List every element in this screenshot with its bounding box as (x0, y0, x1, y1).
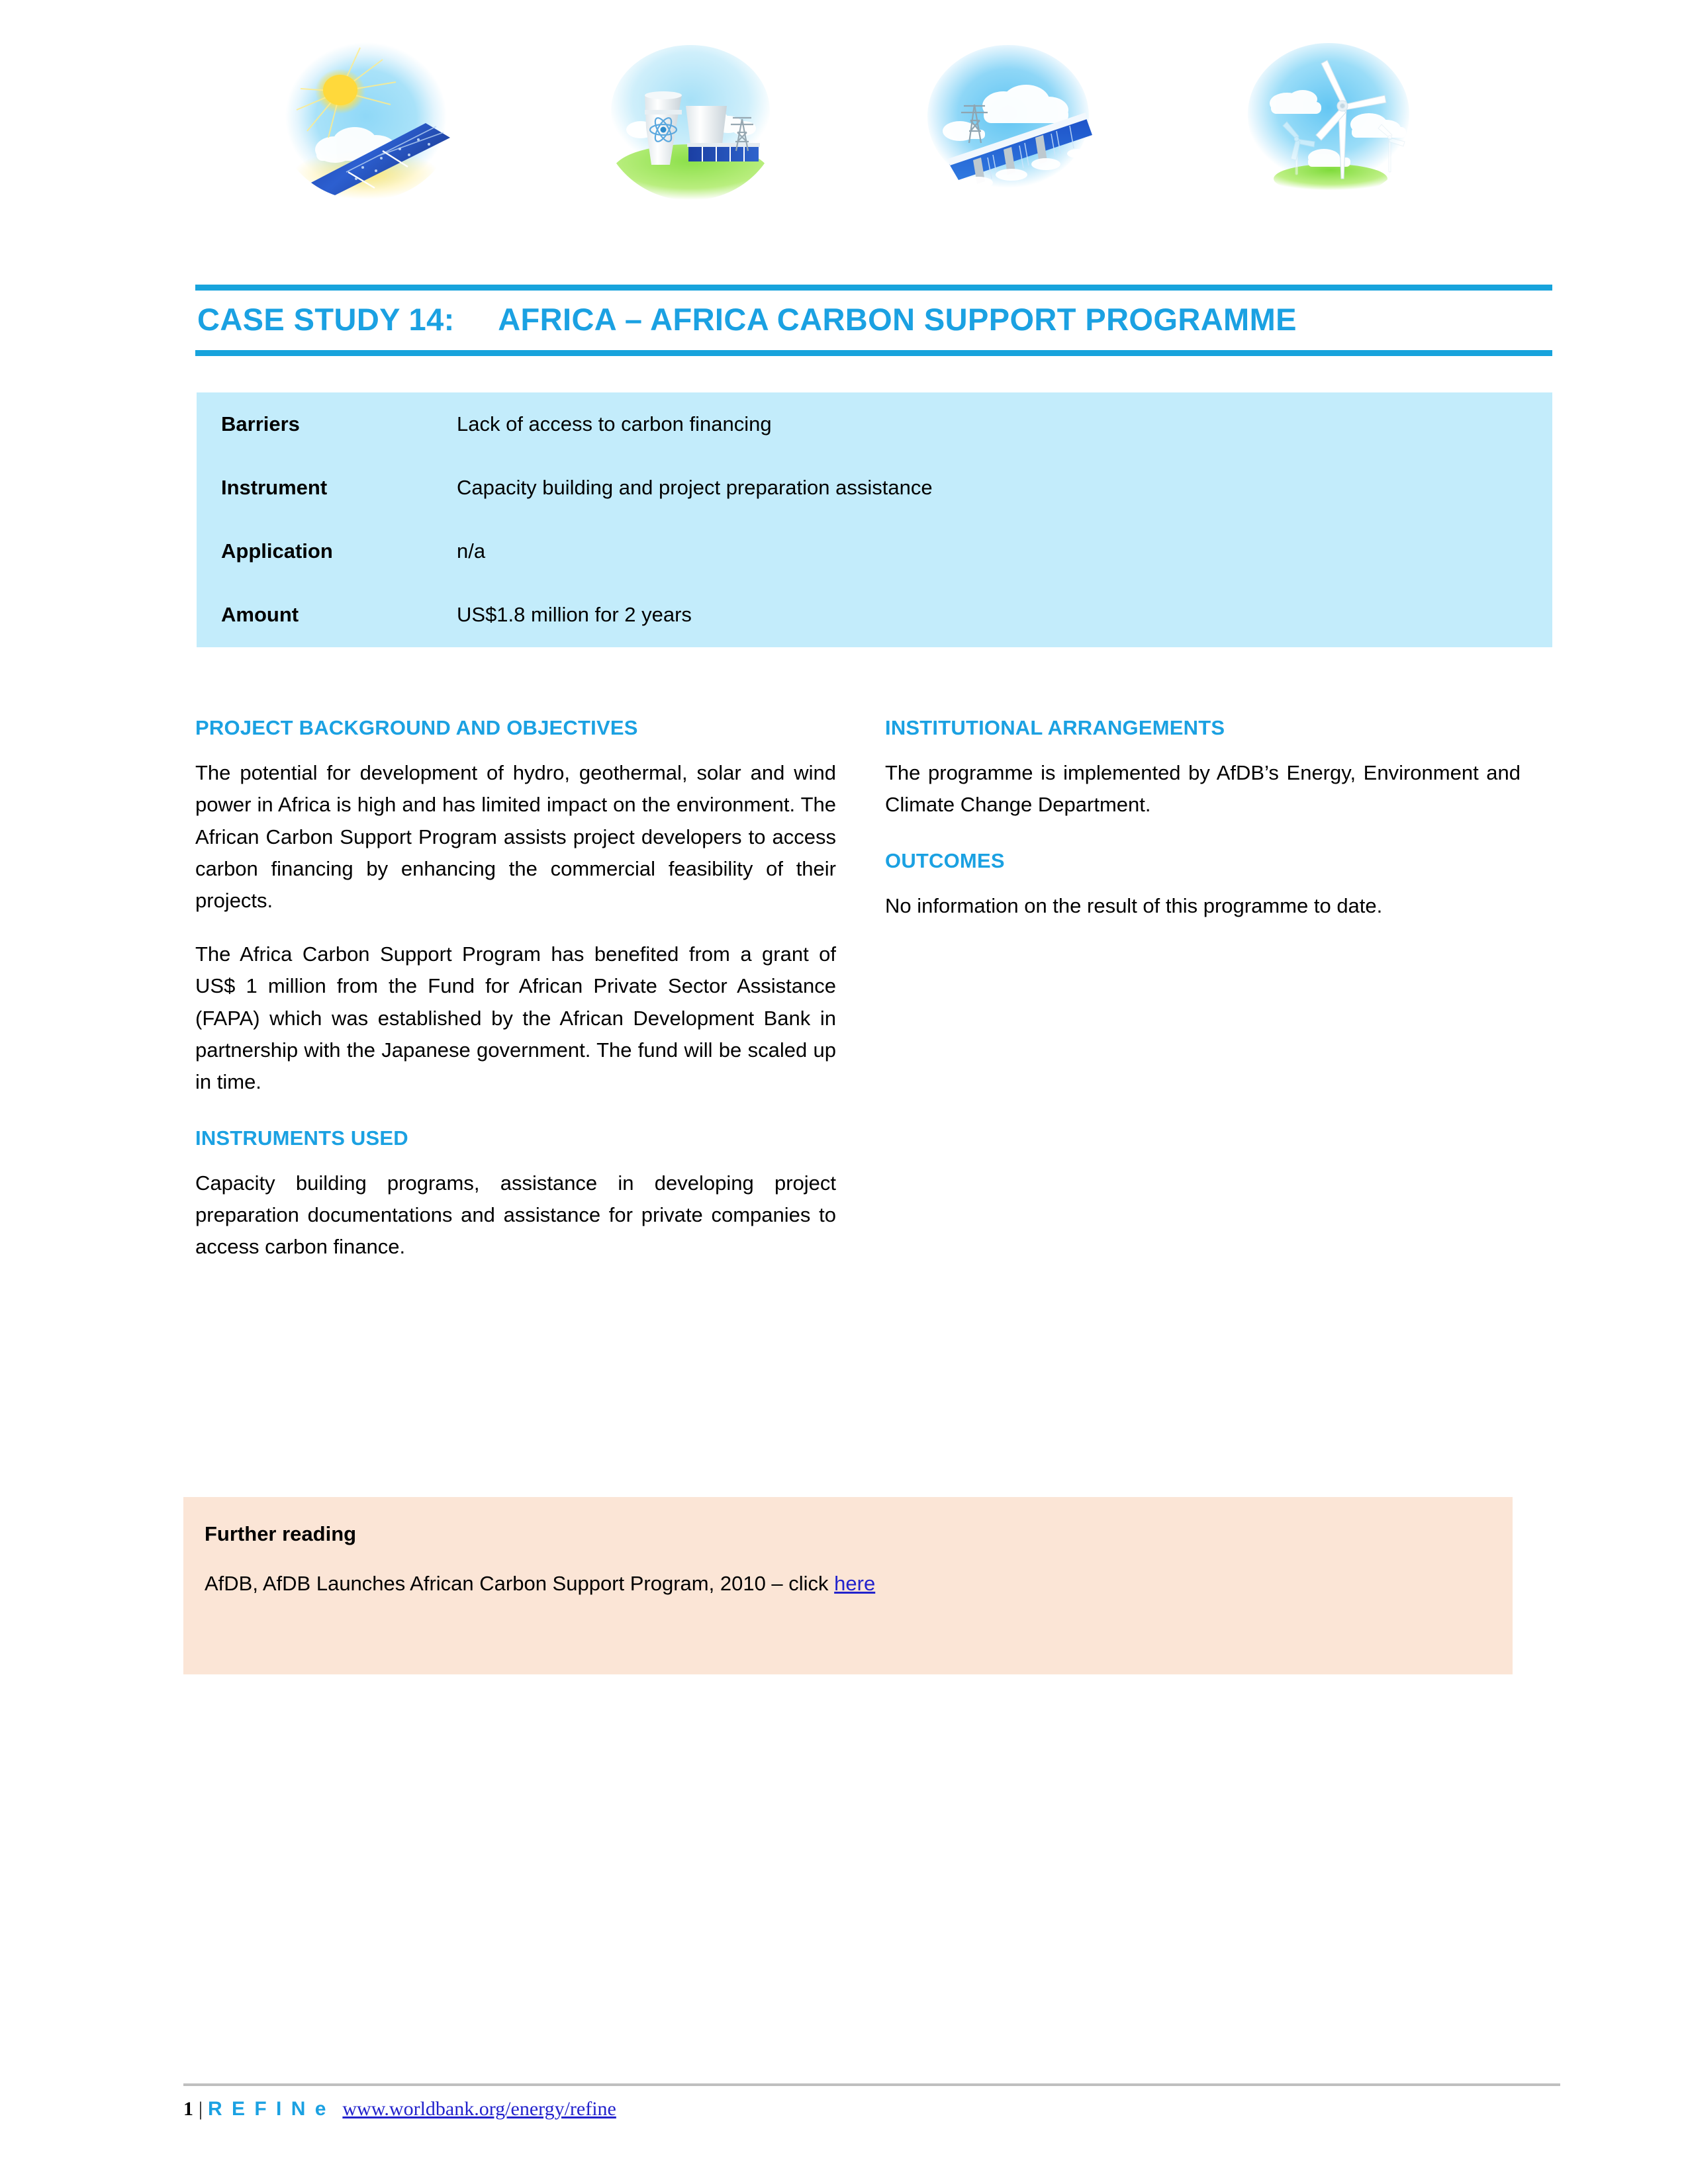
summary-row-amount (197, 583, 1552, 647)
paragraph-project-background-1: The potential for development of hydro, geothermal, solar and wind power in Africa is high and has limited impact on the environment. The African Carbon Support Program assists project developers to access carbon financing by enhancing the commercial feasibility of their projects. (195, 761, 836, 913)
title-rule-top (195, 285, 1552, 291)
heading-instruments-used: INSTRUMENTS USED (195, 1126, 408, 1150)
paragraph-outcomes: No information on the result of this programme to date. (885, 893, 1383, 917)
page-title: CASE STUDY 14: AFRICA – AFRICA CARBON SUPPORT PROGRAMME (197, 302, 1297, 337)
wind-turbines-illustration (1239, 32, 1418, 201)
paragraph-instruments-used: Capacity building programs, assistance in developing project preparation documentations and assistance for private companies to access carbon finance. (195, 1171, 836, 1259)
page-footer (183, 2083, 1560, 2120)
heading-institutional-arrangements: INSTITUTIONAL ARRANGEMENTS (885, 716, 1225, 739)
header-image-strip (0, 0, 1688, 245)
summary-value-barriers: Lack of access to carbon financing (457, 412, 772, 435)
further-reading-citation-text: AfDB, AfDB Launches African Carbon Support Program, 2010 – click (205, 1572, 835, 1595)
footer-brand-refine: R E F I N e (208, 2098, 328, 2120)
nuclear-plant-illustration (601, 32, 780, 201)
summary-value-application: n/a (457, 539, 486, 563)
hydro-dam-illustration (919, 32, 1098, 201)
heading-project-background: PROJECT BACKGROUND AND OBJECTIVES (195, 716, 638, 739)
further-reading-title: Further reading (205, 1522, 357, 1545)
summary-value-instrument: Capacity building and project preparation assistance (457, 476, 933, 499)
summary-label-instrument: Instrument (221, 476, 328, 499)
paragraph-institutional-arrangements: The programme is implemented by AfDB’s Energy, Environment and Climate Change Department. (885, 761, 1521, 817)
summary-label-barriers: Barriers (221, 412, 300, 435)
page-title-block (195, 285, 1552, 356)
footer-page-number: 1 (183, 2098, 193, 2120)
paragraph-project-background-2: The Africa Carbon Support Program has benefited from a grant of US$ 1 million from the Fund for African Private Sector Assistance (FAPA) which was established by the African Development Bank in partnership with the Japanese government. The fund will be scaled up in time. (195, 942, 836, 1094)
summary-table (197, 392, 1552, 647)
summary-row-barriers (197, 392, 1552, 456)
summary-label-application: Application (221, 539, 333, 563)
summary-label-amount: Amount (221, 603, 299, 626)
further-reading-link[interactable]: here (834, 1572, 876, 1595)
footer-url-link[interactable]: www.worldbank.org/energy/refine (342, 2098, 616, 2120)
title-rule-bottom (195, 350, 1552, 356)
footer-separator: | (199, 2098, 203, 2120)
right-content-column (885, 716, 1521, 922)
further-reading-box (183, 1497, 1513, 1674)
footer-content (183, 2098, 1560, 2120)
left-content-column (195, 716, 836, 1263)
footer-divider (183, 2083, 1560, 2086)
further-reading-citation (205, 1572, 875, 1596)
summary-row-instrument (197, 456, 1552, 520)
solar-panels-sun-illustration (277, 32, 455, 201)
heading-outcomes: OUTCOMES (885, 848, 1005, 872)
summary-value-amount: US$1.8 million for 2 years (457, 603, 692, 626)
summary-row-application (197, 520, 1552, 583)
